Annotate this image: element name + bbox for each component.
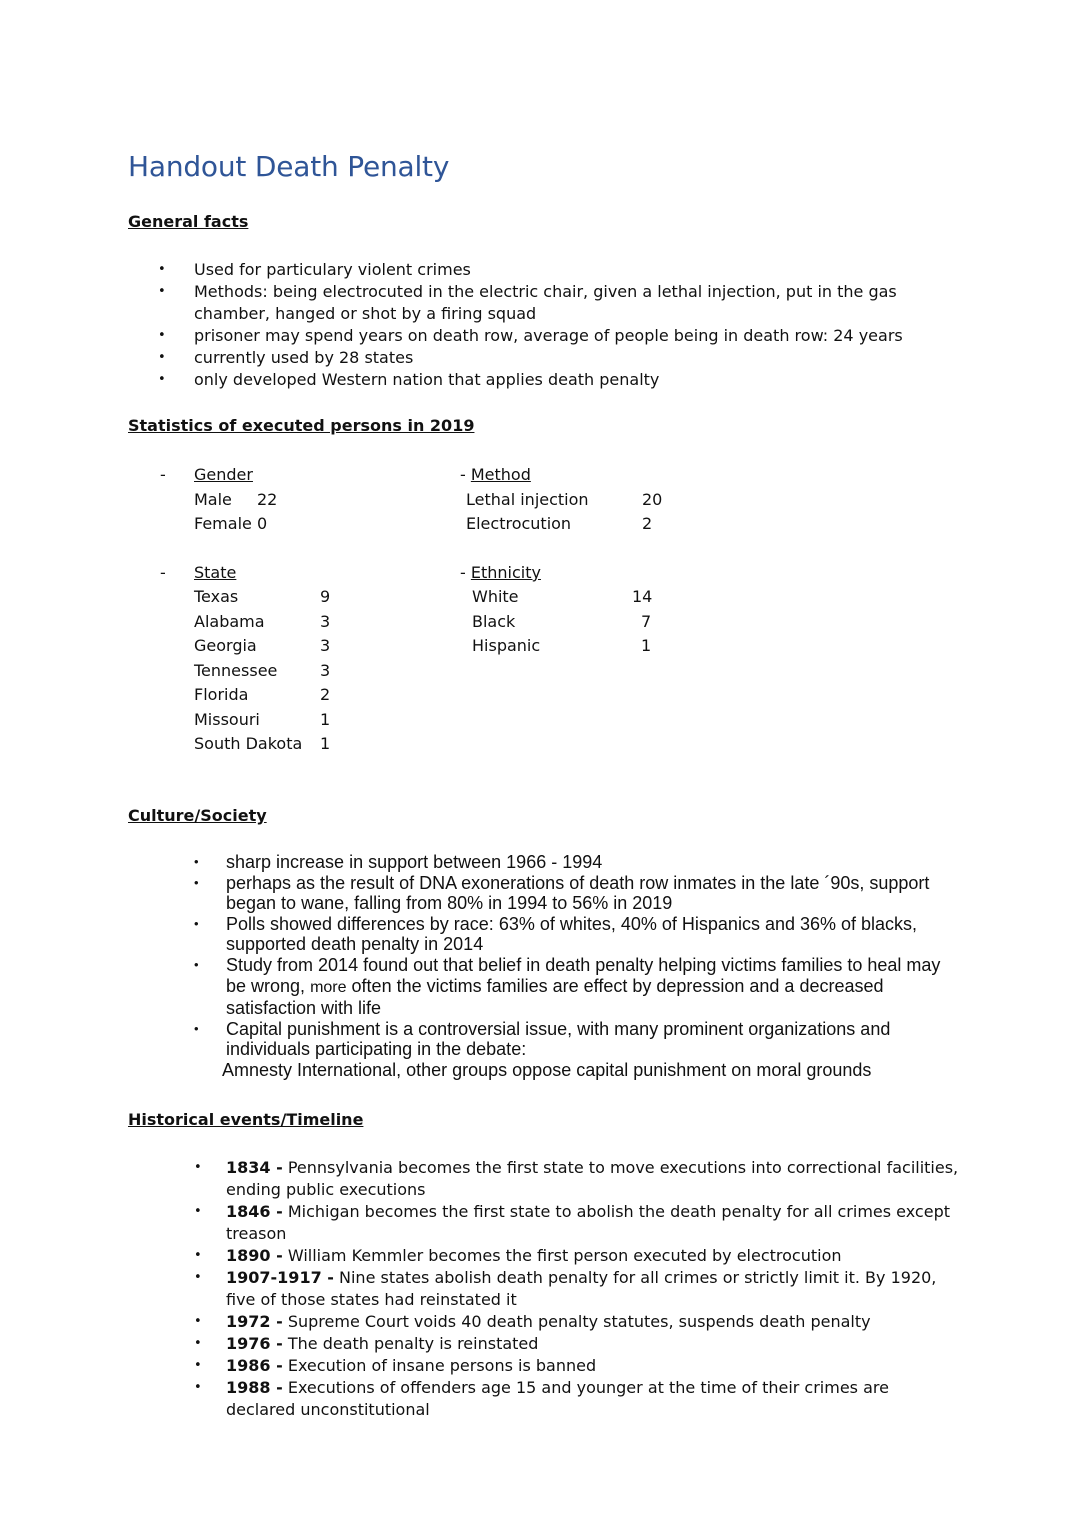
ethnicity-value: 7 [641,612,652,631]
ethnicity-label: Ethnicity [470,563,541,582]
timeline-year: 1846 - [226,1202,283,1221]
list-item: • perhaps as the result of DNA exonerations of death row inmates in the late ´90s, support began to wane, falling from 80% in 1994 to 56% in 2019 [194,872,930,914]
bullet-icon: • [194,1248,202,1263]
bullet-icon: • [194,956,199,972]
dash-marker: - [460,465,471,484]
ethnicity-value: 1 [641,636,652,655]
bullet-icon: • [158,262,166,277]
timeline-year: 1907-1917 - [226,1268,334,1287]
state-value: 3 [320,661,331,680]
timeline-item: • 1988 - Executions of offenders age 15 and younger at the time of their crimes are declared unconstitutional [194,1378,889,1419]
ethnicity-name: Hispanic [472,636,541,655]
method-value: 2 [642,514,653,533]
timeline-year: 1834 - [226,1158,283,1177]
bullet-icon: • [194,915,199,931]
timeline-year: 1988 - [226,1378,283,1397]
list-item: • sharp increase in support between 1966 - 1994 [194,852,603,872]
history-heading: Historical events/Timeline [128,1110,364,1129]
statistics-heading: Statistics of executed persons in 2019 [128,416,475,435]
dash-marker: - [460,563,471,582]
state-name: South Dakota [194,734,303,753]
state-value: 1 [320,710,331,729]
bullet-icon: • [194,1380,202,1395]
culture-list [194,852,956,1081]
timeline-item: • 1834 - Pennsylvania becomes the first state to move executions into correctional facilities, ending public executions [194,1158,959,1199]
bullet-icon: • [158,372,166,387]
list-item: • Polls showed differences by race: 63% of whites, 40% of Hispanics and 36% of blacks, supported death penalty in 2014 [194,913,918,955]
general-facts-heading: General facts [128,212,249,231]
state-value: 3 [320,612,331,631]
gender-value: 22 [257,490,278,509]
bullet-icon: • [194,1358,202,1373]
general-facts-list [158,259,934,391]
ethnicity-name: Black [472,612,516,631]
timeline-item: • 1986 - Execution of insane persons is banned [194,1356,597,1375]
method-name: Lethal injection [466,490,589,509]
gender-name: Male [194,490,232,509]
method-value: 20 [642,490,663,509]
bullet-icon: • [194,854,199,869]
method-label: Method [470,465,531,484]
bullet-icon: • [158,350,166,365]
dash-marker: - [160,465,166,484]
list-item: • prisoner may spend years on death row, average of people being in death row: 24 years [158,326,903,345]
timeline-year: 1986 - [226,1356,283,1375]
timeline-year: 1976 - [226,1334,283,1353]
page-title: Handout Death Penalty [128,150,450,183]
bullet-icon: • [194,1204,202,1219]
state-name: Tennessee [194,661,278,680]
timeline-item: • 1972 - Supreme Court voids 40 death penalty statutes, suspends death penalty [194,1312,871,1331]
timeline-item: • 1907-1917 - Nine states abolish death penalty for all crimes or strictly limit it. By 1920, five of those states had reinstated it [194,1268,937,1309]
list-item: • Methods: being electrocuted in the electric chair, given a lethal injection, put in the gas chamber, hanged or shot by a firing squad [158,282,897,323]
timeline-item: • 1976 - The death penalty is reinstated [194,1334,539,1353]
bullet-icon: • [194,1336,202,1351]
method-name: Electrocution [466,514,572,533]
timeline-list [194,1157,961,1421]
list-item: • Capital punishment is a controversial issue, with many prominent organizations and individuals participating in the debate: Amnesty International, other groups oppose capital punishment on moral grounds [194,1018,891,1080]
state-name: Alabama [194,612,265,631]
bullet-icon: • [158,284,166,299]
timeline-year: 1890 - [226,1246,283,1265]
state-name: Georgia [194,636,257,655]
gender-value: 0 [257,514,268,533]
timeline-item: • 1890 - William Kemmler becomes the first person executed by electrocution [194,1246,842,1265]
gender-name: Female [194,514,252,533]
list-item: • Used for particulary violent crimes [158,260,471,279]
state-value: 3 [320,636,331,655]
list-item: • only developed Western nation that applies death penalty [158,370,660,389]
list-item: • currently used by 28 states [158,348,414,367]
state-value: 9 [320,587,331,606]
list-item: • Study from 2014 found out that belief in death penalty helping victims families to heal may be wrong, more often the victims families are effect by depression and a decreased satisfaction with life [194,954,941,1019]
bullet-icon: • [158,328,166,343]
timeline-item: • 1846 - Michigan becomes the first state to abolish the death penalty for all crimes except treason [194,1202,950,1243]
amnesty-note: Amnesty International, other groups oppose capital punishment on moral grounds [222,1059,872,1080]
state-name: Texas [194,587,239,606]
state-name: Missouri [194,710,260,729]
state-name: Florida [194,685,249,704]
timeline-year: 1972 - [226,1312,283,1331]
ethnicity-name: White [472,587,519,606]
bullet-icon: • [194,1314,202,1329]
bullet-icon: • [194,874,199,890]
bullet-icon: • [194,1160,202,1175]
gender-label: Gender [194,465,253,484]
state-label: State [194,563,237,582]
state-value: 1 [320,734,331,753]
ethnicity-value: 14 [632,587,653,606]
culture-heading: Culture/Society [128,806,267,825]
state-value: 2 [320,685,331,704]
dash-marker: - [160,563,166,582]
bullet-icon: • [194,1020,199,1036]
bullet-icon: • [194,1270,202,1285]
